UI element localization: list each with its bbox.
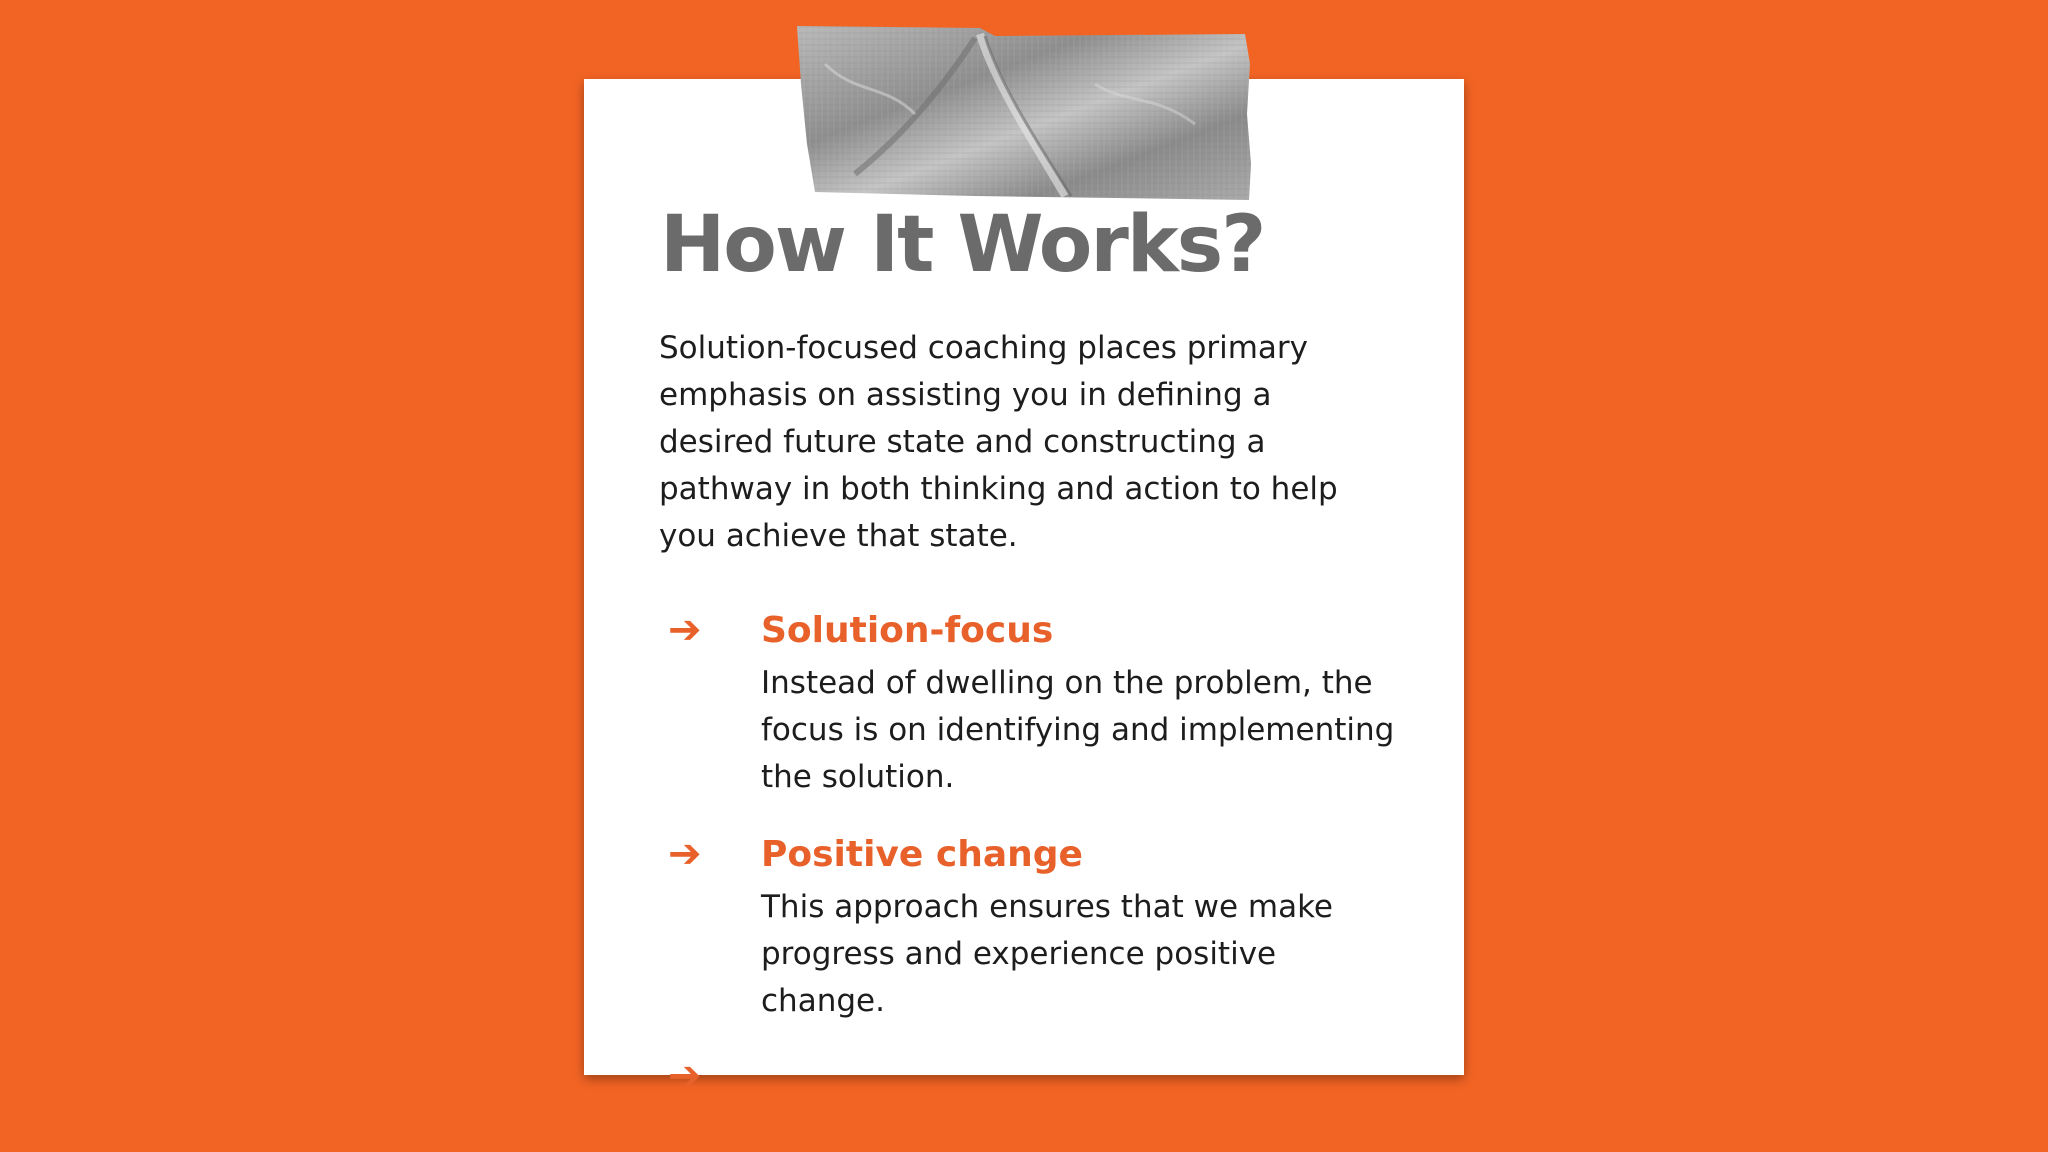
arrow-right-icon: ➔ (668, 831, 702, 877)
duct-tape-image (795, 24, 1252, 202)
intro-paragraph: Solution-focused coaching places primary emphasis on assisting you in defining a desired future state and constructing a pathway in both thinking and action to help you achieve that state. (659, 330, 1338, 554)
list-item-description: This approach ensures that we make progress and experience positive change. (761, 889, 1333, 1019)
list-item-description: Instead of dwelling on the problem, the focus is on identifying and implementing the solution. (761, 665, 1395, 795)
arrow-right-icon: ➔ (668, 607, 702, 653)
list-item-title: Solution-focus (761, 610, 1054, 651)
slide-title: How It Works? (660, 200, 1265, 290)
arrow-right-icon: ➔ (668, 1053, 702, 1099)
list-item-title: Positive change (761, 834, 1083, 875)
